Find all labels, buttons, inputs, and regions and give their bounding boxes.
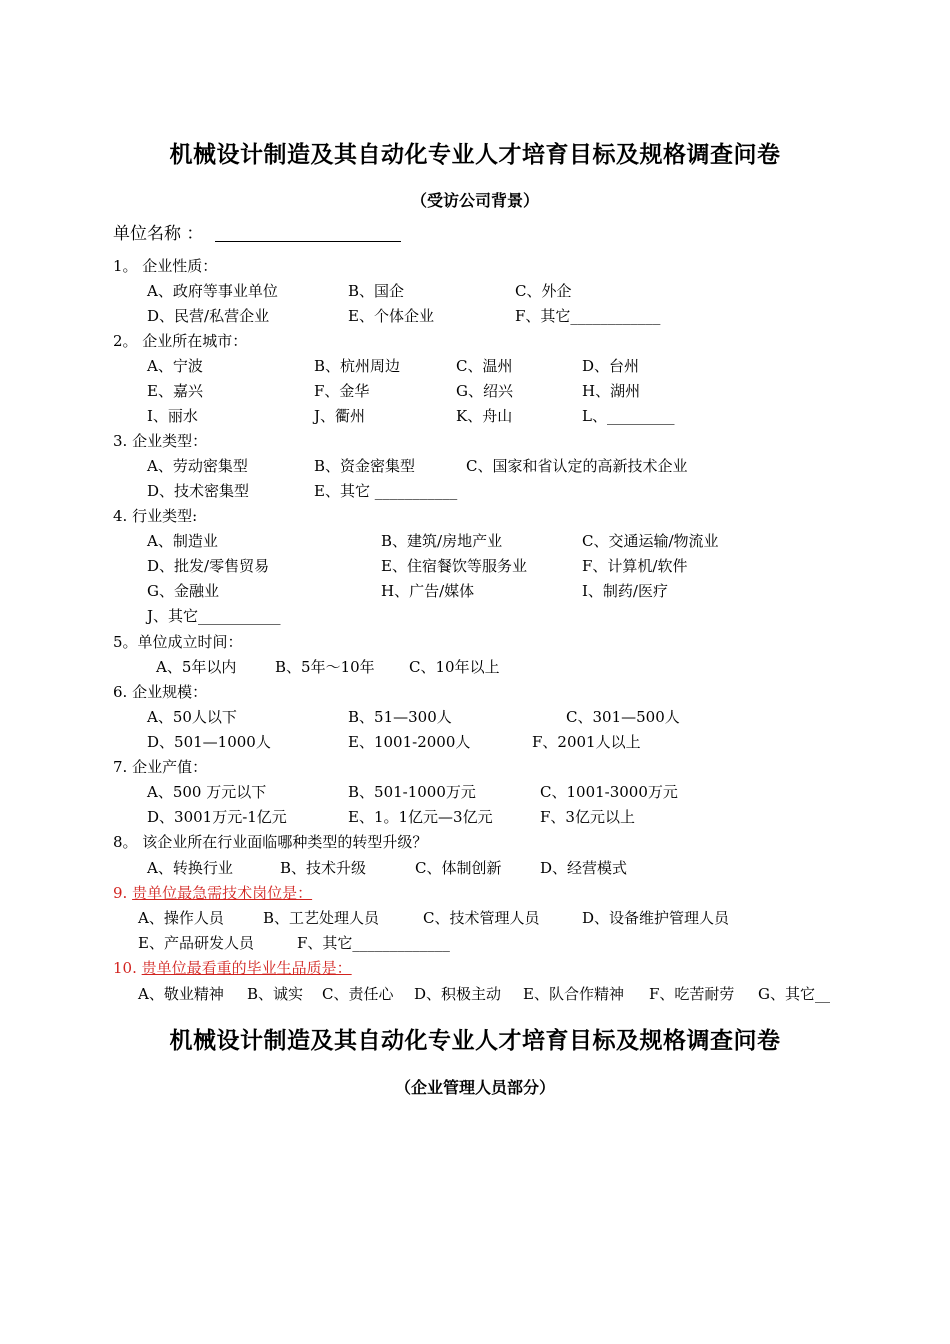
q7-option-f[interactable]: F、3亿元以上 (540, 808, 635, 826)
q10-option-f[interactable]: F、吃苦耐劳 (649, 985, 735, 1003)
q6-option-e[interactable]: E、1001-2000人 (348, 733, 471, 751)
q4-option-a[interactable]: A、制造业 (147, 532, 218, 550)
question-10-text: 贵单位最看重的毕业生品质是： (141, 959, 352, 977)
section-subtitle: （受访公司背景） (410, 191, 539, 210)
question-1-label: 1。 企业性质： (113, 257, 218, 275)
q1-option-f[interactable]: F、其它____________ (515, 307, 661, 325)
question-9-text: 贵单位最急需技术岗位是： (132, 884, 313, 902)
question-8-label: 8。 该企业所在行业面临哪种类型的转型升级？ (113, 833, 428, 851)
q3-option-a[interactable]: A、劳动密集型 (147, 457, 248, 475)
question-6-label: 6. 企业规模： (113, 683, 208, 701)
q8-option-a[interactable]: A、转换行业 (147, 859, 233, 877)
question-3-label: 3. 企业类型： (113, 432, 208, 450)
q9-option-e[interactable]: E、产品研发人员 (138, 934, 254, 952)
q6-option-c[interactable]: C、301—500人 (566, 708, 680, 726)
q2-option-b[interactable]: B、杭州周边 (314, 357, 401, 375)
q7-option-a[interactable]: A、500 万元以下 (147, 783, 267, 801)
q2-option-l[interactable]: L、_________ (582, 407, 675, 425)
q3-option-c[interactable]: C、国家和省认定的高新技术企业 (466, 457, 688, 475)
q5-option-c[interactable]: C、10年以上 (409, 658, 500, 676)
question-9-number: 9. (113, 884, 128, 902)
q4-option-d[interactable]: D、批发/零售贸易 (147, 557, 270, 575)
q1-option-b[interactable]: B、国企 (348, 282, 405, 300)
unit-name-label: 单位名称 ： (113, 224, 204, 244)
q4-option-c[interactable]: C、交通运输/物流业 (582, 532, 719, 550)
q10-option-g[interactable]: G、其它__ (758, 985, 830, 1003)
q2-option-j[interactable]: J、衢州 (314, 407, 366, 425)
q10-option-d[interactable]: D、积极主动 (414, 985, 502, 1003)
q4-option-g[interactable]: G、金融业 (147, 582, 219, 600)
q9-option-c[interactable]: C、技术管理人员 (423, 909, 540, 927)
question-9-label (113, 883, 312, 903)
q3-option-e[interactable]: E、其它 ___________ (314, 482, 458, 500)
q6-option-d[interactable]: D、501—1000人 (147, 733, 271, 751)
q10-option-e[interactable]: E、队合作精神 (523, 985, 624, 1003)
q8-option-b[interactable]: B、技术升级 (280, 859, 367, 877)
unit-name-blank[interactable] (215, 240, 401, 242)
q2-option-i[interactable]: I、丽水 (147, 407, 198, 425)
q10-option-c[interactable]: C、责任心 (322, 985, 394, 1003)
q3-option-d[interactable]: D、技术密集型 (147, 482, 250, 500)
q2-option-k[interactable]: K、舟山 (456, 407, 513, 425)
question-2-label: 2。 企业所在城市： (113, 332, 248, 350)
q4-option-e[interactable]: E、住宿餐饮等服务业 (381, 557, 527, 575)
question-7-label: 7. 企业产值： (113, 758, 208, 776)
q4-option-h[interactable]: H、广告/媒体 (381, 582, 475, 600)
q2-option-f[interactable]: F、金华 (314, 382, 370, 400)
page-title-2: 机械设计制造及其自动化专业人才培育目标及规格调查问卷 (169, 1028, 781, 1054)
q2-option-h[interactable]: H、湖州 (582, 382, 641, 400)
q4-option-f[interactable]: F、计算机/软件 (582, 557, 688, 575)
question-10-number: 10. (113, 959, 137, 977)
q1-option-c[interactable]: C、外企 (515, 282, 572, 300)
q8-option-c[interactable]: C、体制创新 (415, 859, 502, 877)
q7-option-b[interactable]: B、501-1000万元 (348, 783, 476, 801)
q7-option-d[interactable]: D、3001万元-1亿元 (147, 808, 287, 826)
q9-option-a[interactable]: A、操作人员 (138, 909, 224, 927)
q8-option-d[interactable]: D、经营模式 (540, 859, 628, 877)
q10-option-b[interactable]: B、诚实 (247, 985, 304, 1003)
q9-option-d[interactable]: D、设备维护管理人员 (582, 909, 730, 927)
q9-option-f[interactable]: F、其它_____________ (297, 934, 450, 952)
q10-option-a[interactable]: A、敬业精神 (138, 985, 224, 1003)
q1-option-d[interactable]: D、民营/私营企业 (147, 307, 270, 325)
q2-option-d[interactable]: D、台州 (582, 357, 640, 375)
q1-option-e[interactable]: E、个体企业 (348, 307, 434, 325)
q4-option-b[interactable]: B、建筑/房地产业 (381, 532, 503, 550)
q1-option-a[interactable]: A、政府等事业单位 (147, 282, 278, 300)
q9-option-b[interactable]: B、工艺处理人员 (263, 909, 380, 927)
q2-option-a[interactable]: A、宁波 (147, 357, 203, 375)
q3-option-b[interactable]: B、资金密集型 (314, 457, 416, 475)
question-5-label: 5。单位成立时间： (113, 633, 243, 651)
q5-option-a[interactable]: A、5年以内 (156, 658, 237, 676)
q2-option-g[interactable]: G、绍兴 (456, 382, 513, 400)
q6-option-b[interactable]: B、51—300人 (348, 708, 452, 726)
q4-option-i[interactable]: I、制药/医疗 (582, 582, 668, 600)
q5-option-b[interactable]: B、5年～10年 (275, 658, 375, 676)
section-subtitle-2: （企业管理人员部分） (394, 1078, 555, 1097)
q7-option-c[interactable]: C、1001-3000万元 (540, 783, 678, 801)
q7-option-e[interactable]: E、1。1亿元—3亿元 (348, 808, 493, 826)
question-4-label: 4. 行业类型: (113, 507, 198, 525)
q6-option-f[interactable]: F、2001人以上 (532, 733, 641, 751)
question-10-label (113, 958, 352, 978)
q2-option-e[interactable]: E、嘉兴 (147, 382, 203, 400)
q2-option-c[interactable]: C、温州 (456, 357, 513, 375)
q4-option-j[interactable]: J、其它___________ (147, 607, 281, 625)
page-title: 机械设计制造及其自动化专业人才培育目标及规格调查问卷 (169, 142, 781, 168)
q6-option-a[interactable]: A、50人以下 (147, 708, 237, 726)
